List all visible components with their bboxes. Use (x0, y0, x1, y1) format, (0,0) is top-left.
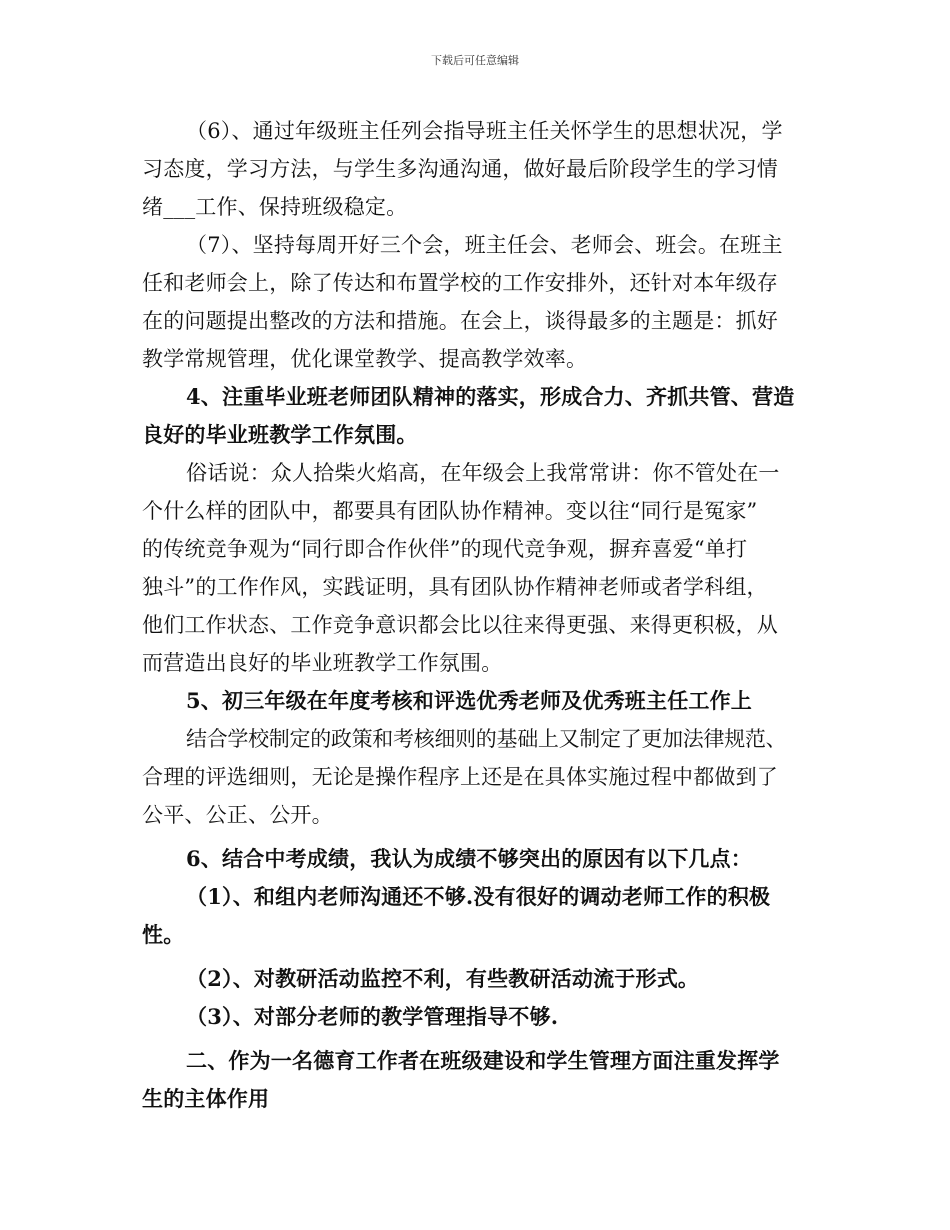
paragraph-line: 他们工作状态、工作竞争意识都会比以往来得更强、来得更积极，从 (142, 613, 778, 637)
section-heading-line: 5、初三年级在年度考核和评选优秀老师及优秀班主任工作上 (186, 688, 753, 713)
paragraph-line: 而营造出良好的毕业班教学工作氛围。 (142, 651, 503, 675)
paragraph-line: 结合学校制定的政策和考核细则的基础上又制定了更加法律规范、 (186, 727, 787, 751)
paragraph-line: 在的问题提出整改的方法和措施。在会上，谈得最多的主题是：抓好 (142, 309, 778, 333)
paragraph-line: 的传统竞争观为“同行即合作伙伴”的现代竞争观，摒弃喜爱“单打 (142, 537, 748, 561)
list-item-line: （3）、对部分老师的教学管理指导不够. (186, 1004, 559, 1029)
paragraph-line: 个什么样的团队中，都要具有团队协作精神。变以往“同行是冤家” (142, 499, 758, 523)
paragraph-line: 独斗”的工作作风，实践证明，具有团队协作精神老师或者学科组， (142, 575, 768, 599)
paragraph-line: 教学常规管理，优化课堂教学、提高教学效率。 (142, 347, 588, 371)
page-header: 下载后可任意编辑 (431, 54, 519, 67)
section-heading-line: 6、结合中考成绩，我认为成绩不够突出的原因有以下几点： (186, 846, 753, 871)
section-heading-line: 4、注重毕业班老师团队精神的落实，形成合力、齐抓共管、营造 (186, 384, 795, 409)
document-body (142, 112, 814, 1118)
paragraph-line: 公平、公正、公开。 (142, 803, 333, 827)
section-heading-line: 良好的毕业班教学工作氛围。 (142, 422, 418, 447)
section-heading-line: 生的主体作用 (142, 1086, 270, 1111)
list-item-line: （2）、对教研活动监控不利，有些教研活动流于形式。 (186, 966, 700, 991)
list-item-line: 性。 (142, 922, 185, 947)
section-heading-line: 二、作为一名德育工作者在班级建设和学生管理方面注重发挥学 (186, 1048, 780, 1073)
paragraph-line: 合理的评选细则，无论是操作程序上还是在具体实施过程中都做到了 (142, 765, 778, 789)
paragraph-line: 俗话说：众人拾柴火焰高，在年级会上我常常讲：你不管处在一 (186, 461, 780, 485)
list-item-line: （1）、和组内老师沟通还不够.没有很好的调动老师工作的积极 (186, 884, 771, 909)
paragraph-line: 任和老师会上，除了传达和布置学校的工作安排外，还针对本年级存 (142, 271, 778, 295)
paragraph-line: （6）、通过年级班主任列会指导班主任关怀学生的思想状况，学 (186, 119, 783, 143)
paragraph-line: 习态度，学习方法，与学生多沟通沟通，做好最后阶段学生的学习情 (142, 157, 778, 181)
paragraph-line: （7）、坚持每周开好三个会，班主任会、老师会、班会。在班主 (186, 233, 783, 257)
paragraph-line: 绪___工作、保持班级稳定。 (142, 195, 408, 219)
